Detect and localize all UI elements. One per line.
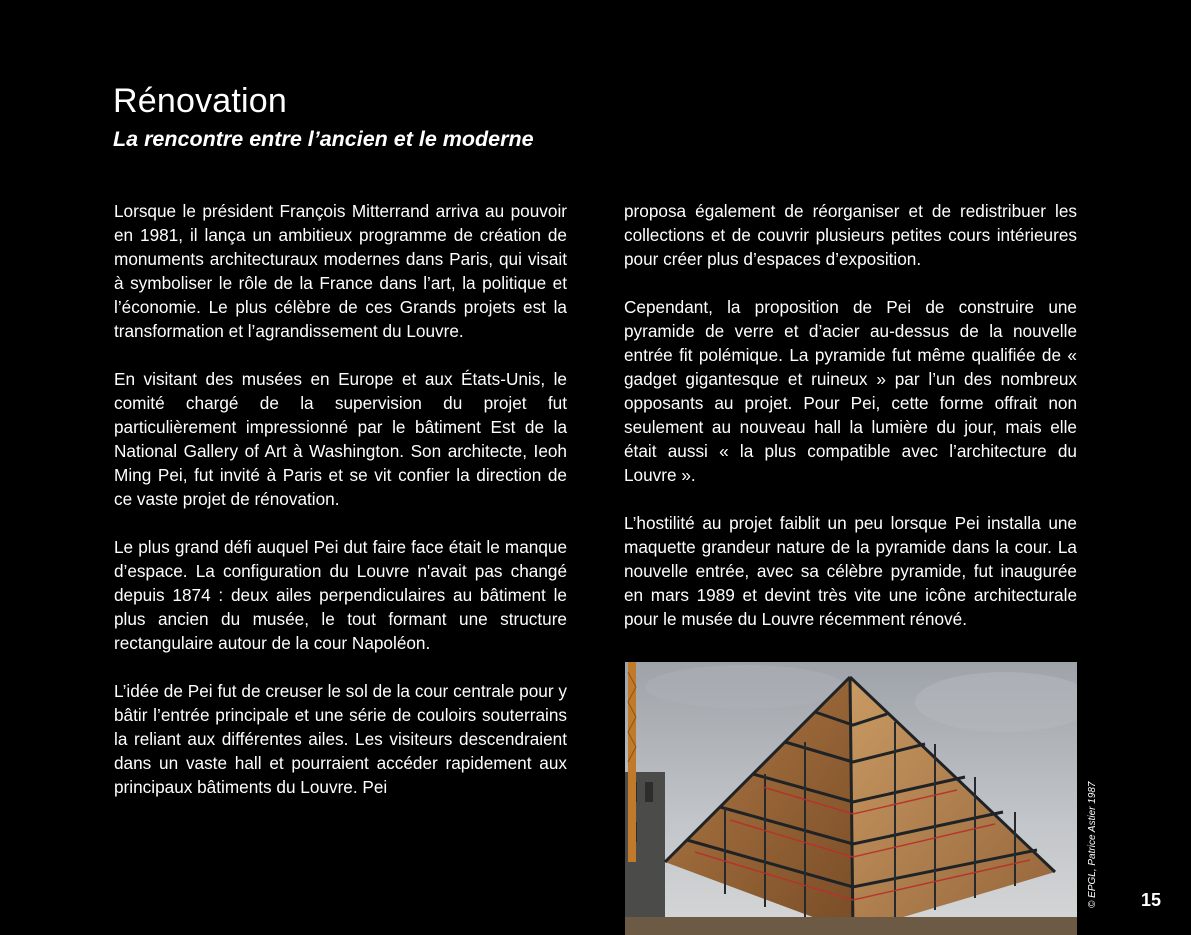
paragraph: Lorsque le président François Mitterrand arriva au pouvoir en 1981, il lança un ambitieux programme de création de monuments architecturaux modernes dans Paris, qui visait à symboliser le rôle de la France dans l’art, la politique et l’économie. Le plus célèbre de ces Grands projets est la transformation et l’agrandissement du Louvre. [114,201,567,341]
paragraph: L’hostilité au projet faiblit un peu lorsque Pei installa une maquette grandeur nature de la pyramide dans la cour. La nouvelle entrée, avec sa célèbre pyramide, fut inaugurée en mars 1989 et devint très vite une icône architecturale pour le musée du Louvre récemment rénové. [624,513,1077,629]
page-subtitle: La rencontre entre l’ancien et le moderne [113,127,534,151]
paragraph: Cependant, la proposition de Pei de construire une pyramide de verre et d’acier au-dessus de la nouvelle entrée fit polémique. La pyramide fut même qualifiée de « gadget gigantesque et ruineux » par l’un des nombreux opposants au projet. Pour Pei, cette forme offrait non seulement au nouveau hall la lumière du jour, mais elle était aussi « la plus compatible avec l’architecture du Louvre ». [624,297,1077,485]
page-number: 15 [1141,890,1162,910]
paragraph: proposa également de réorganiser et de redistribuer les collections et de couvrir plusieurs petites cours intérieures pour créer plus d’espaces d’exposition. [624,201,1077,269]
left-text-column [114,199,567,799]
paragraph: L’idée de Pei fut de creuser le sol de la cour centrale pour y bâtir l’entrée principale et une série de couloirs souterrains la reliant aux différentes ailes. Les visiteurs descendraient dans un vaste hall et pourraient accéder rapidement aux principaux bâtiments du Louvre. Pei [114,681,567,797]
photo-credit: © EPGL, Patrice Astier 1987 [1087,781,1098,908]
page-title: Rénovation [113,82,288,120]
pyramid-construction-photo [625,662,1077,935]
paragraph: En visitant des musées en Europe et aux États-Unis, le comité chargé de la supervision du projet fut particulièrement impressionné par le bâtiment Est de la National Gallery of Art à Washington. Son architecte, Ieoh Ming Pei, fut invité à Paris et se vit confier la direction de ce vaste projet de rénovation. [114,369,567,509]
right-text-column [624,199,1077,631]
paragraph: Le plus grand défi auquel Pei dut faire face était le manque d’espace. La configuration du Louvre n'avait pas changé depuis 1874 : deux ailes perpendiculaires au bâtiment le plus ancien du musée, le tout formant une structure rectangulaire autour de la cour Napoléon. [114,537,567,653]
